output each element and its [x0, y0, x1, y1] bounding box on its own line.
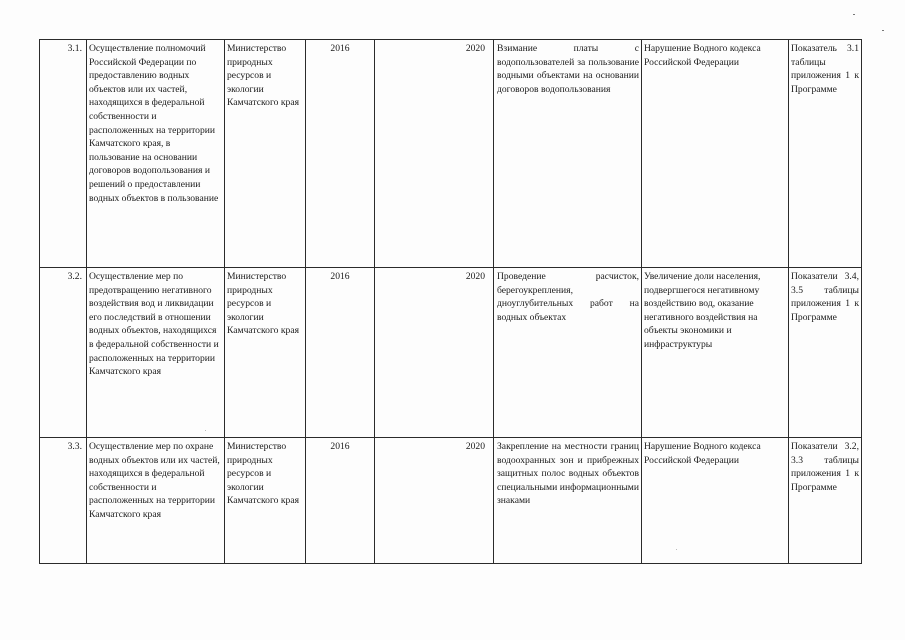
row-number: 3.3.	[40, 438, 87, 564]
program-measures-table	[39, 39, 862, 564]
non-implementation-consequence: Увеличение доли населения, подвергшегося негативному воздействию вод, оказание негативного воздействия на объекты экономики и инфраструктуры	[642, 268, 789, 438]
scan-speck	[853, 14, 855, 15]
measure-description: Осуществление полномочий Российской Федерации по предоставлению водных объектов или их частей, находящихся в федеральной собственности и расположенных на территории Камчатского края, в пользование на основании договоров водопользования и решений о предоставлении водных объектов в пользование	[87, 40, 225, 268]
table-row	[40, 438, 862, 564]
linked-indicator: Показатель 3.1 таблицы приложения 1 к Программе	[789, 40, 862, 268]
end-year: 2020	[375, 40, 494, 268]
non-implementation-consequence: Нарушение Водного кодекса Российской Федерации	[642, 40, 789, 268]
start-year: 2016	[306, 438, 375, 564]
start-year: 2016	[306, 40, 375, 268]
responsible-executor: Министерство природных ресурсов и экологии Камчатского края	[225, 40, 306, 268]
non-implementation-consequence: Нарушение Водного кодекса Российской Федерации	[642, 438, 789, 564]
table-row	[40, 40, 862, 268]
expected-result: Взимание платы с водопользователей за пользование водными объектами на основании договоров водопользования	[494, 40, 642, 268]
start-year: 2016	[306, 268, 375, 438]
measure-description: Осуществление мер по охране водных объектов или их частей, находящихся в федеральной собственности и расположенных на территории Камчатского края	[87, 438, 225, 564]
table-row	[40, 268, 862, 438]
row-number: 3.2.	[40, 268, 87, 438]
responsible-executor: Министерство природных ресурсов и экологии Камчатского края	[225, 438, 306, 564]
measure-description: Осуществление мер по предотвращению негативного воздействия вод и ликвидации его последствий в отношении водных объектов, находящихся в федеральной собственности и расположенных на территории Камчатского края	[87, 268, 225, 438]
row-number: 3.1.	[40, 40, 87, 268]
scan-speck	[882, 30, 884, 31]
linked-indicator: Показатели 3.4, 3.5 таблицы приложения 1 к Программе	[789, 268, 862, 438]
end-year: 2020	[375, 268, 494, 438]
expected-result: Проведение расчисток, берегоукрепления, дноуглубительных работ на водных объектах	[494, 268, 642, 438]
expected-result: Закрепление на местности границ водоохранных зон и прибрежных защитных полос водных объектов специальными информационными знаками	[494, 438, 642, 564]
end-year: 2020	[375, 438, 494, 564]
responsible-executor: Министерство природных ресурсов и экологии Камчатского края	[225, 268, 306, 438]
linked-indicator: Показатели 3.2, 3.3 таблицы приложения 1 к Программе	[789, 438, 862, 564]
